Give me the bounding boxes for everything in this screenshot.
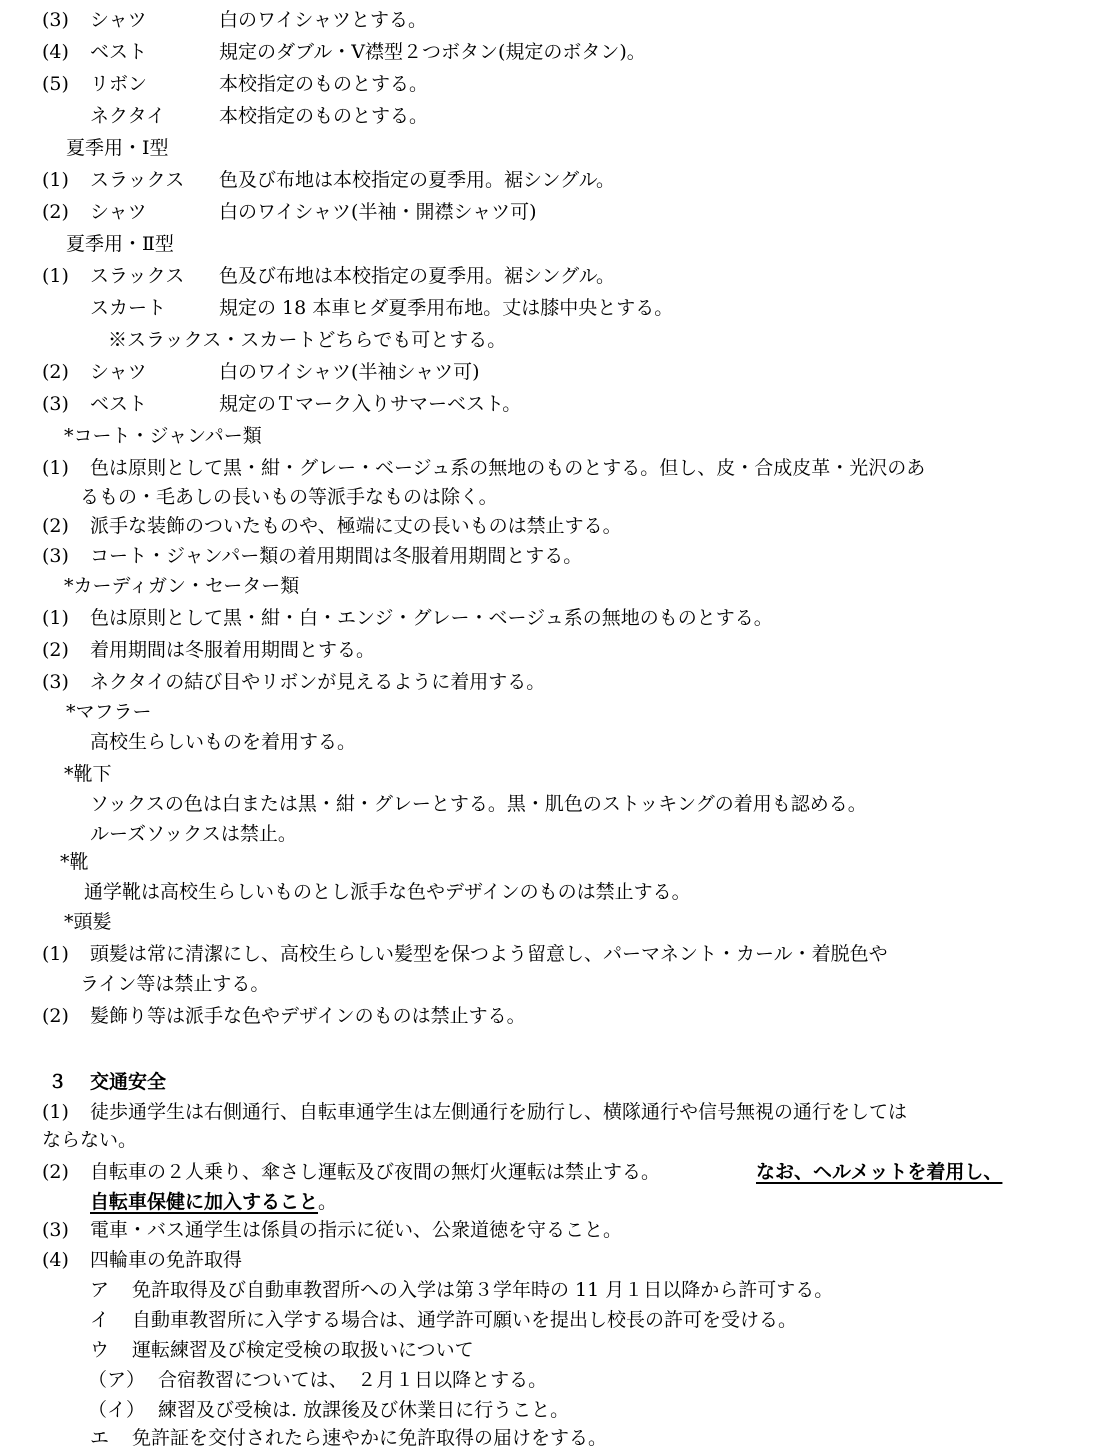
- item-text: 白のワイシャツ(半袖・開襟シャツ可): [219, 201, 537, 223]
- item-text: 高校生らしいものを着用する。: [90, 731, 357, 753]
- item-text: 白のワイシャツとする。: [219, 9, 428, 31]
- item-number: (3): [42, 1219, 69, 1241]
- item-text: 四輪車の免許取得: [90, 1249, 243, 1271]
- item-text: 色及び布地は本校指定の夏季用。裾シングル。: [219, 265, 616, 287]
- subitem-text: 練習及び受検は. 放課後及び休業日に行うこと。: [158, 1399, 570, 1421]
- item-text: 派手な装飾のついたものや、極端に丈の長いものは禁止する。: [90, 515, 622, 537]
- item-text: 電車・バス通学生は係員の指示に従い、公衆道徳を守ること。: [90, 1219, 623, 1241]
- subitem-mark: （ア）: [88, 1369, 146, 1391]
- item-text: 頭髪は常に清潔にし、高校生らしい髪型を保つよう留意し、パーマネント・カール・着脱色や: [90, 943, 888, 965]
- item-text: 。: [318, 1191, 338, 1213]
- item-text: 規定のダブル・V襟型２つボタン(規定のボタン)。: [219, 41, 646, 63]
- item-text: ならない。: [42, 1129, 138, 1151]
- item-text: 色は原則として黒・紺・グレー・ベージュ系の無地のものとする。但し、皮・合成皮革・光沢のあ: [90, 457, 926, 479]
- item-text: ソックスの色は白または黒・紺・グレーとする。黒・肌色のストッキングの着用も認める。: [90, 793, 867, 815]
- item-text: 白のワイシャツ(半袖シャツ可): [219, 361, 480, 383]
- item-number: (3): [42, 671, 69, 693]
- item-text: 本校指定のものとする。: [219, 73, 429, 95]
- item-label: スラックス: [90, 265, 185, 287]
- item-number: (1): [42, 265, 69, 287]
- item-number: (3): [42, 545, 69, 567]
- section-title: 交通安全: [90, 1071, 167, 1093]
- item-number: (2): [42, 1161, 69, 1183]
- item-text: ネクタイの結び目やリボンが見えるように着用する。: [90, 671, 546, 693]
- section-heading: *コート・ジャンパー類: [64, 425, 262, 447]
- item-text: 自転車の２人乗り、傘さし運転及び夜間の無灯火運転は禁止する。: [90, 1161, 661, 1183]
- item-text: 着用期間は冬服着用期間とする。: [90, 639, 376, 661]
- subitem-mark: イ: [90, 1309, 110, 1331]
- item-number: (3): [42, 393, 69, 415]
- subitem-text: 自動車教習所に入学する場合は、通学許可願いを提出し校長の許可を受ける。: [132, 1309, 798, 1331]
- item-label: スカート: [90, 297, 167, 319]
- underlined-text: なお、ヘルメットを着用し、: [756, 1161, 1003, 1183]
- item-text: ライン等は禁止する。: [80, 973, 270, 995]
- item-number: (1): [42, 943, 69, 965]
- subitem-mark: ア: [90, 1279, 110, 1301]
- item-label: スラックス: [90, 169, 185, 191]
- item-text: 規定のＴマーク入りサマーベスト。: [219, 393, 522, 415]
- subitem-text: 免許証を交付されたら速やかに免許取得の届けをする。: [132, 1427, 608, 1449]
- item-number: (2): [42, 639, 69, 661]
- subitem-text: 免許取得及び自動車教習所への入学は第３学年時の 11 月１日以降から許可する。: [132, 1279, 834, 1301]
- section-heading: *靴: [60, 851, 89, 873]
- subitem-text: 合宿教習については、 ２月１日以降とする。: [158, 1369, 548, 1391]
- note-text: ※スラックス・スカートどちらでも可とする。: [108, 329, 507, 351]
- item-number: (4): [42, 1249, 69, 1271]
- item-text: ルーズソックスは禁止。: [90, 823, 297, 845]
- item-text: 色及び布地は本校指定の夏季用。裾シングル。: [219, 169, 616, 191]
- item-text: 髪飾り等は派手な色やデザインのものは禁止する。: [90, 1005, 526, 1027]
- item-text: 通学靴は高校生らしいものとし派手な色やデザインのものは禁止する。: [84, 881, 691, 903]
- item-number: (4): [42, 41, 69, 63]
- section-heading: 夏季用・Ⅰ型: [66, 137, 169, 159]
- section-heading: *カーディガン・セーター類: [64, 575, 300, 597]
- item-label: ベスト: [90, 393, 148, 415]
- item-text: るもの・毛あしの長いもの等派手なものは除く。: [80, 486, 498, 508]
- item-label: ネクタイ: [90, 105, 166, 127]
- item-number: (1): [42, 1101, 69, 1123]
- item-number: (2): [42, 1005, 69, 1027]
- item-number: (1): [42, 457, 69, 479]
- item-label: リボン: [90, 73, 148, 95]
- item-text: 本校指定のものとする。: [219, 105, 429, 127]
- item-number: (1): [42, 607, 69, 629]
- item-text: コート・ジャンパー類の着用期間は冬服着用期間とする。: [90, 545, 583, 567]
- section-heading: 夏季用・Ⅱ型: [66, 233, 174, 255]
- item-number: (3): [42, 9, 69, 31]
- subitem-text: 運転練習及び検定受検の取扱いについて: [132, 1339, 474, 1361]
- section-heading: *マフラー: [66, 701, 152, 723]
- section-heading: *頭髪: [64, 911, 112, 933]
- item-label: ベスト: [90, 41, 148, 63]
- item-text: 徒歩通学生は右側通行、自転車通学生は左側通行を励行し、横隊通行や信号無視の通行をしては: [90, 1101, 908, 1123]
- subitem-mark: （イ）: [88, 1399, 146, 1421]
- section-number: ３: [48, 1071, 68, 1093]
- item-number: (2): [42, 361, 69, 383]
- item-text: 規定の 18 本車ヒダ夏季用布地。丈は膝中央とする。: [219, 297, 674, 319]
- section-heading: *靴下: [64, 763, 112, 785]
- item-number: (2): [42, 515, 69, 537]
- underlined-text: 自転車保健に加入すること: [90, 1191, 319, 1213]
- item-number: (1): [42, 169, 69, 191]
- item-number: (2): [42, 201, 69, 223]
- subitem-mark: エ: [90, 1427, 110, 1449]
- item-label: シャツ: [90, 9, 147, 31]
- item-number: (5): [42, 73, 69, 95]
- item-label: シャツ: [90, 361, 147, 383]
- item-label: シャツ: [90, 201, 147, 223]
- item-text: 色は原則として黒・紺・白・エンジ・グレー・ベージュ系の無地のものとする。: [90, 607, 773, 629]
- subitem-mark: ウ: [90, 1339, 110, 1361]
